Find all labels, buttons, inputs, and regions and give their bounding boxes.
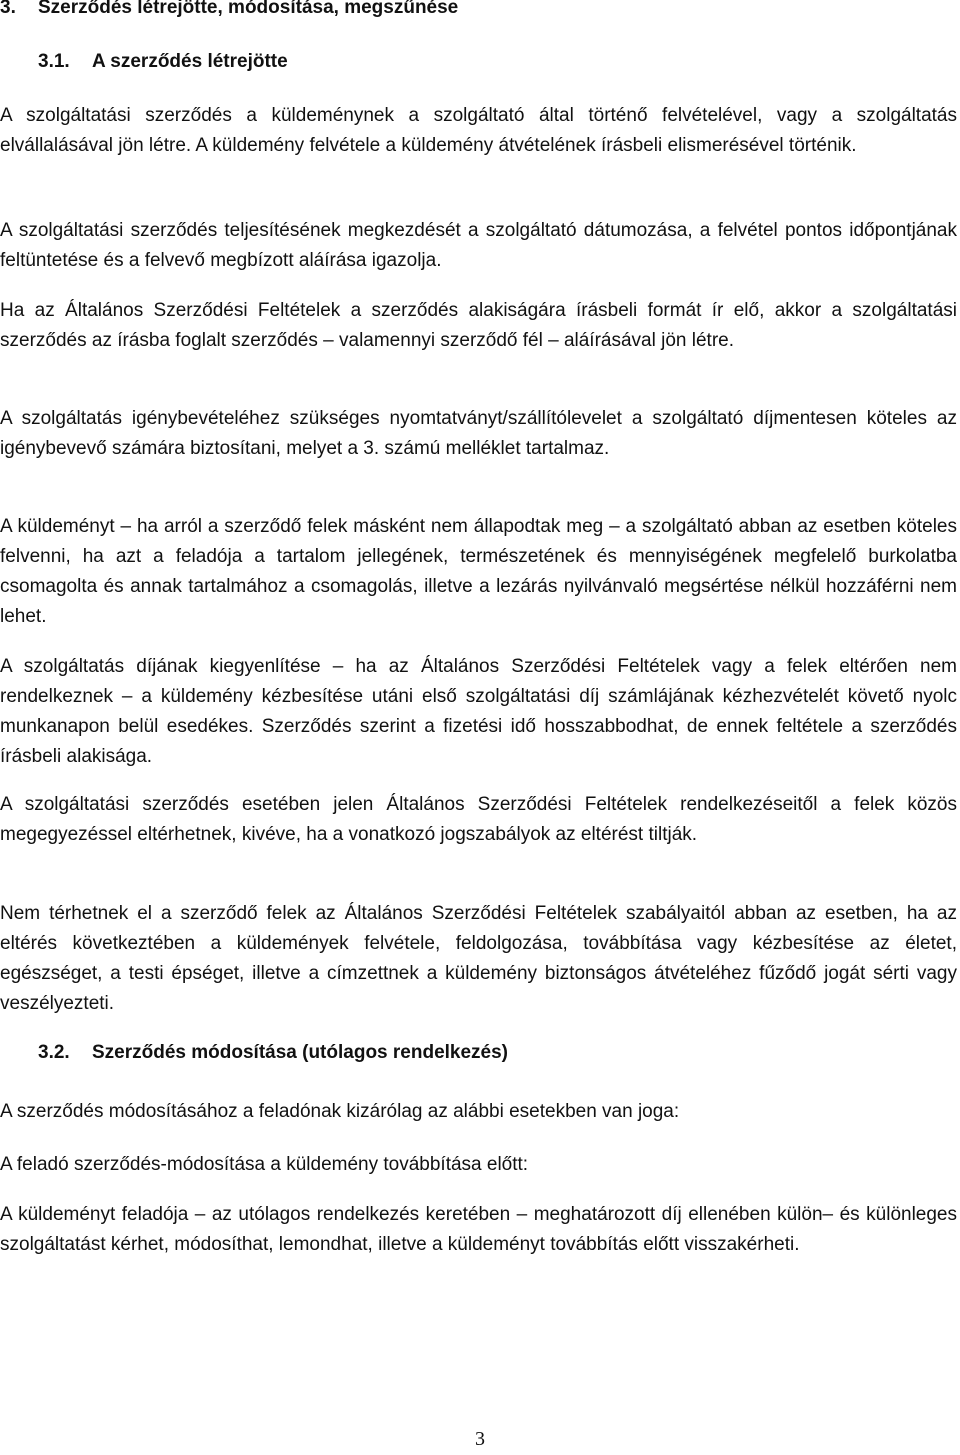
subsection-title: A szerződés létrejötte <box>92 51 288 72</box>
paragraph: A szolgáltatási szerződés teljesítésének megkezdését a szolgáltató dátumozása, a felvétel pontos időpontjának feltüntetése és a felvevő megbízott aláírása igazolja. <box>0 220 957 271</box>
subsection-number: 3.1. <box>38 51 70 72</box>
section-heading <box>0 0 458 19</box>
page-number: 3 <box>475 1428 485 1450</box>
section-title: Szerződés létrejötte, módosítása, megszűnése <box>38 0 459 18</box>
subsection-title: Szerződés módosítása (utólagos rendelkezés) <box>92 1042 509 1063</box>
paragraph: A küldeményt feladója – az utólagos rendelkezés keretében – meghatározott díj ellenében külön– és különleges szolgáltatást kérhet, módosíthat, lemondhat, illetve a küldeményt továbbítás előtt visszakérheti. <box>0 1204 957 1255</box>
paragraph: A szolgáltatás díjának kiegyenlítése – ha az Általános Szerződési Feltételek vagy a felek eltérően nem rendelkeznek – a küldemény kézbesítése utáni első szolgáltatási díj számlájának kézhezvételét követő nyolc munkanapon belül esedékes. Szerződés szerint a fizetési idő hosszabbodhat, de ennek feltétele a szerződés írásbeli alakisága. <box>0 656 957 767</box>
paragraph: A szolgáltatási szerződés a küldeménynek a szolgáltató által történő felvételével, vagy a szolgáltatás elvállalásával jön létre. A küldemény felvétele a küldemény átvételének írásbeli elismerésével történik. <box>0 105 957 156</box>
paragraph: A küldeményt – ha arról a szerződő felek másként nem állapodtak meg – a szolgáltató abban az esetben köteles felvenni, ha azt a feladója a tartalom jellegének, természetének és mennyiségének megfelelő burkolatba csomagolta és annak tartalmához a csomagolás, illetve a lezárás nyilvánvaló megsértése nélkül hozzáférni nem lehet. <box>0 516 957 627</box>
subsection-number: 3.2. <box>38 1042 70 1063</box>
subsection-heading <box>38 1042 508 1064</box>
paragraph: Nem térhetnek el a szerződő felek az Általános Szerződési Feltételek szabályaitól abban az esetben, ha az eltérés következtében a küldemények felvétele, feldolgozása, továbbítása vagy kézbesítése az életet, egészséget, a testi épséget, illetve a címzettnek a küldemény biztonságos átvételéhez fűződő jogát sérti vagy veszélyezteti. <box>0 903 957 1014</box>
paragraph: Ha az Általános Szerződési Feltételek a szerződés alakiságára írásbeli formát ír elő, akkor a szolgáltatási szerződés az írásba foglalt szerződés – valamennyi szerződő fél – aláírásával jön létre. <box>0 300 957 351</box>
paragraph: A szolgáltatási szerződés esetében jelen Általános Szerződési Feltételek rendelkezéseitől a felek közös megegyezéssel eltérhetnek, kivéve, ha a vonatkozó jogszabályok az eltérést tiltják. <box>0 794 957 845</box>
paragraph: A feladó szerződés-módosítása a küldemény továbbítása előtt: <box>0 1154 529 1175</box>
section-number: 3. <box>0 0 16 18</box>
subsection-heading <box>38 51 288 73</box>
paragraph: A szolgáltatás igénybevételéhez szükséges nyomtatványt/szállítólevelet a szolgáltató díjmentesen köteles az igénybevevő számára biztosítani, melyet a 3. számú melléklet tartalmaz. <box>0 408 957 459</box>
paragraph: A szerződés módosításához a feladónak kizárólag az alábbi esetekben van joga: <box>0 1101 680 1122</box>
